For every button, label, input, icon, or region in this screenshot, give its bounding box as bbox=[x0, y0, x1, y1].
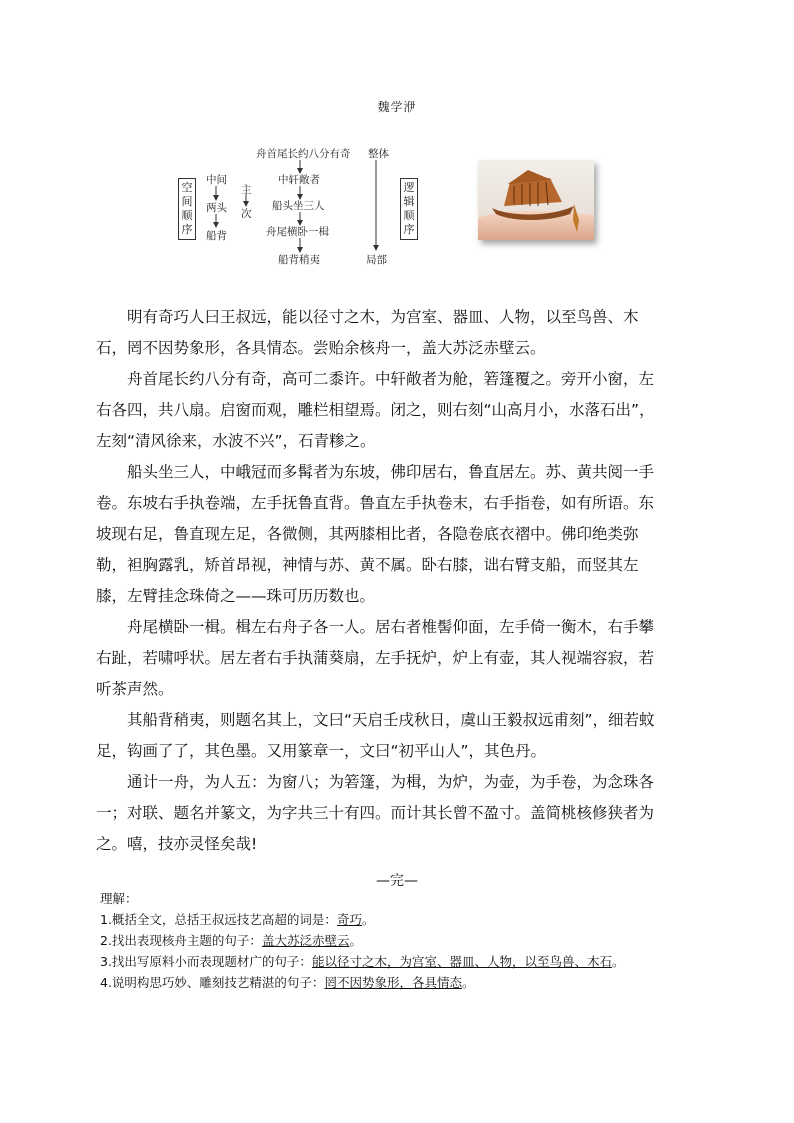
question-text: 2.找出表现核舟主题的句子： bbox=[100, 933, 262, 948]
qa-row bbox=[100, 951, 720, 972]
qa-row bbox=[100, 972, 720, 993]
author-name: 魏学洢 bbox=[377, 100, 417, 114]
secondary-label: 次 bbox=[241, 208, 252, 220]
answer-tail: 。 bbox=[361, 912, 375, 927]
question-text: 1.概括全文，总括王叔远技艺高超的词是： bbox=[100, 912, 337, 927]
article-paragraph: 通计一舟，为人五：为窗八；为箬篷，为楫，为炉，为壶，为手卷，为念珠各一；对联、题名并篆文，为字共三十有四。而计其长曾不盈寸。盖简桃核修狭者为之。嘻，技亦灵怪矣哉! bbox=[96, 773, 655, 853]
carved-olive-boat-photo bbox=[478, 160, 594, 240]
spatial-item: 中间 bbox=[206, 174, 227, 186]
end-mark: —完— bbox=[376, 873, 418, 889]
answer-text: 盖大苏泛赤壁云 bbox=[261, 933, 350, 948]
diagram-top-label: 舟首尾长约八分有奇 bbox=[256, 148, 351, 160]
diagram-step: 船头坐三人 bbox=[272, 200, 325, 212]
article-paragraph: 舟尾横卧一楫。楫左右舟子各一人。居右者椎髻仰面，左手倚一衡木，右手攀右趾，若啸呼状。居左者右手执蒲葵扇，左手抚炉，炉上有壶，其人视端容寂，若听茶声然。 bbox=[96, 618, 655, 698]
question-text: 4.说明构思巧妙、雕刻技艺精湛的句子： bbox=[100, 975, 325, 990]
diagram-step: 中轩敞者 bbox=[278, 174, 320, 186]
part-label: 局部 bbox=[366, 254, 387, 266]
comprehension-section bbox=[100, 888, 720, 993]
diagram-step: 船背稍夷 bbox=[278, 254, 320, 266]
spatial-item: 两头 bbox=[206, 202, 227, 214]
article-paragraph: 明有奇巧人曰王叔远，能以径寸之木，为宫室、器皿、人物，以至鸟兽、木石，罔不因势象形，各具情态。尝贻余核舟一，盖大苏泛赤壁云。 bbox=[96, 308, 639, 357]
article-body bbox=[96, 302, 656, 860]
answer-text: 奇巧 bbox=[336, 912, 362, 927]
qa-row bbox=[100, 930, 720, 951]
spatial-item: 船背 bbox=[206, 230, 227, 242]
answer-text: 罔不因势象形，各具情态 bbox=[324, 975, 462, 990]
answer-tail: 。 bbox=[349, 933, 362, 948]
structure-diagram bbox=[160, 140, 460, 275]
diagram-step: 舟尾横卧一楫 bbox=[266, 226, 329, 238]
comprehension-title: 理解： bbox=[100, 891, 138, 906]
answer-text: 能以径寸之木，为宫室、器皿、人物，以至鸟兽、木石 bbox=[311, 954, 612, 969]
answer-tail: 。 bbox=[461, 975, 475, 990]
boat-photo-illustration bbox=[478, 160, 594, 240]
answer-tail: 。 bbox=[611, 954, 625, 969]
primary-label: 主 bbox=[241, 184, 252, 196]
logic-order-label: 逻辑顺序 bbox=[400, 178, 418, 240]
article-paragraph: 舟首尾长约八分有奇，高可二黍许。中轩敞者为舱，箬篷覆之。旁开小窗，左右各四，共八扇。启窗而观，雕栏相望焉。闭之，则右刻“山高月小，水落石出”，左刻“清风徐来，水波不兴”，石青糁之。 bbox=[96, 370, 655, 450]
article-paragraph: 船头坐三人，中峨冠而多髯者为东坡，佛印居右，鲁直居左。苏、黄共阅一手卷。东坡右手执卷端，左手抚鲁直背。鲁直左手执卷末，右手指卷，如有所语。东坡现右足，鲁直现左足，各微侧，其两膝相比者，各隐卷底衣褶中。佛印绝类弥勒，袒胸露乳，矫首昂视，神情与苏、黄不属。卧右膝，诎右臂支船，而竖其左膝，左臂挂念珠倚之——珠可历历数也。 bbox=[96, 463, 655, 605]
qa-row bbox=[100, 909, 720, 930]
question-text: 3.找出写原料小而表现题材广的句子： bbox=[100, 954, 312, 969]
whole-label: 整体 bbox=[368, 148, 389, 160]
article-paragraph: 其船背稍夷，则题名其上，文曰“天启壬戌秋日，虞山王毅叔远甫刻”，细若蚊足，钩画了了，其色墨。又用篆章一，文曰“初平山人”，其色丹。 bbox=[96, 711, 655, 760]
spatial-order-label: 空间顺序 bbox=[178, 178, 196, 240]
